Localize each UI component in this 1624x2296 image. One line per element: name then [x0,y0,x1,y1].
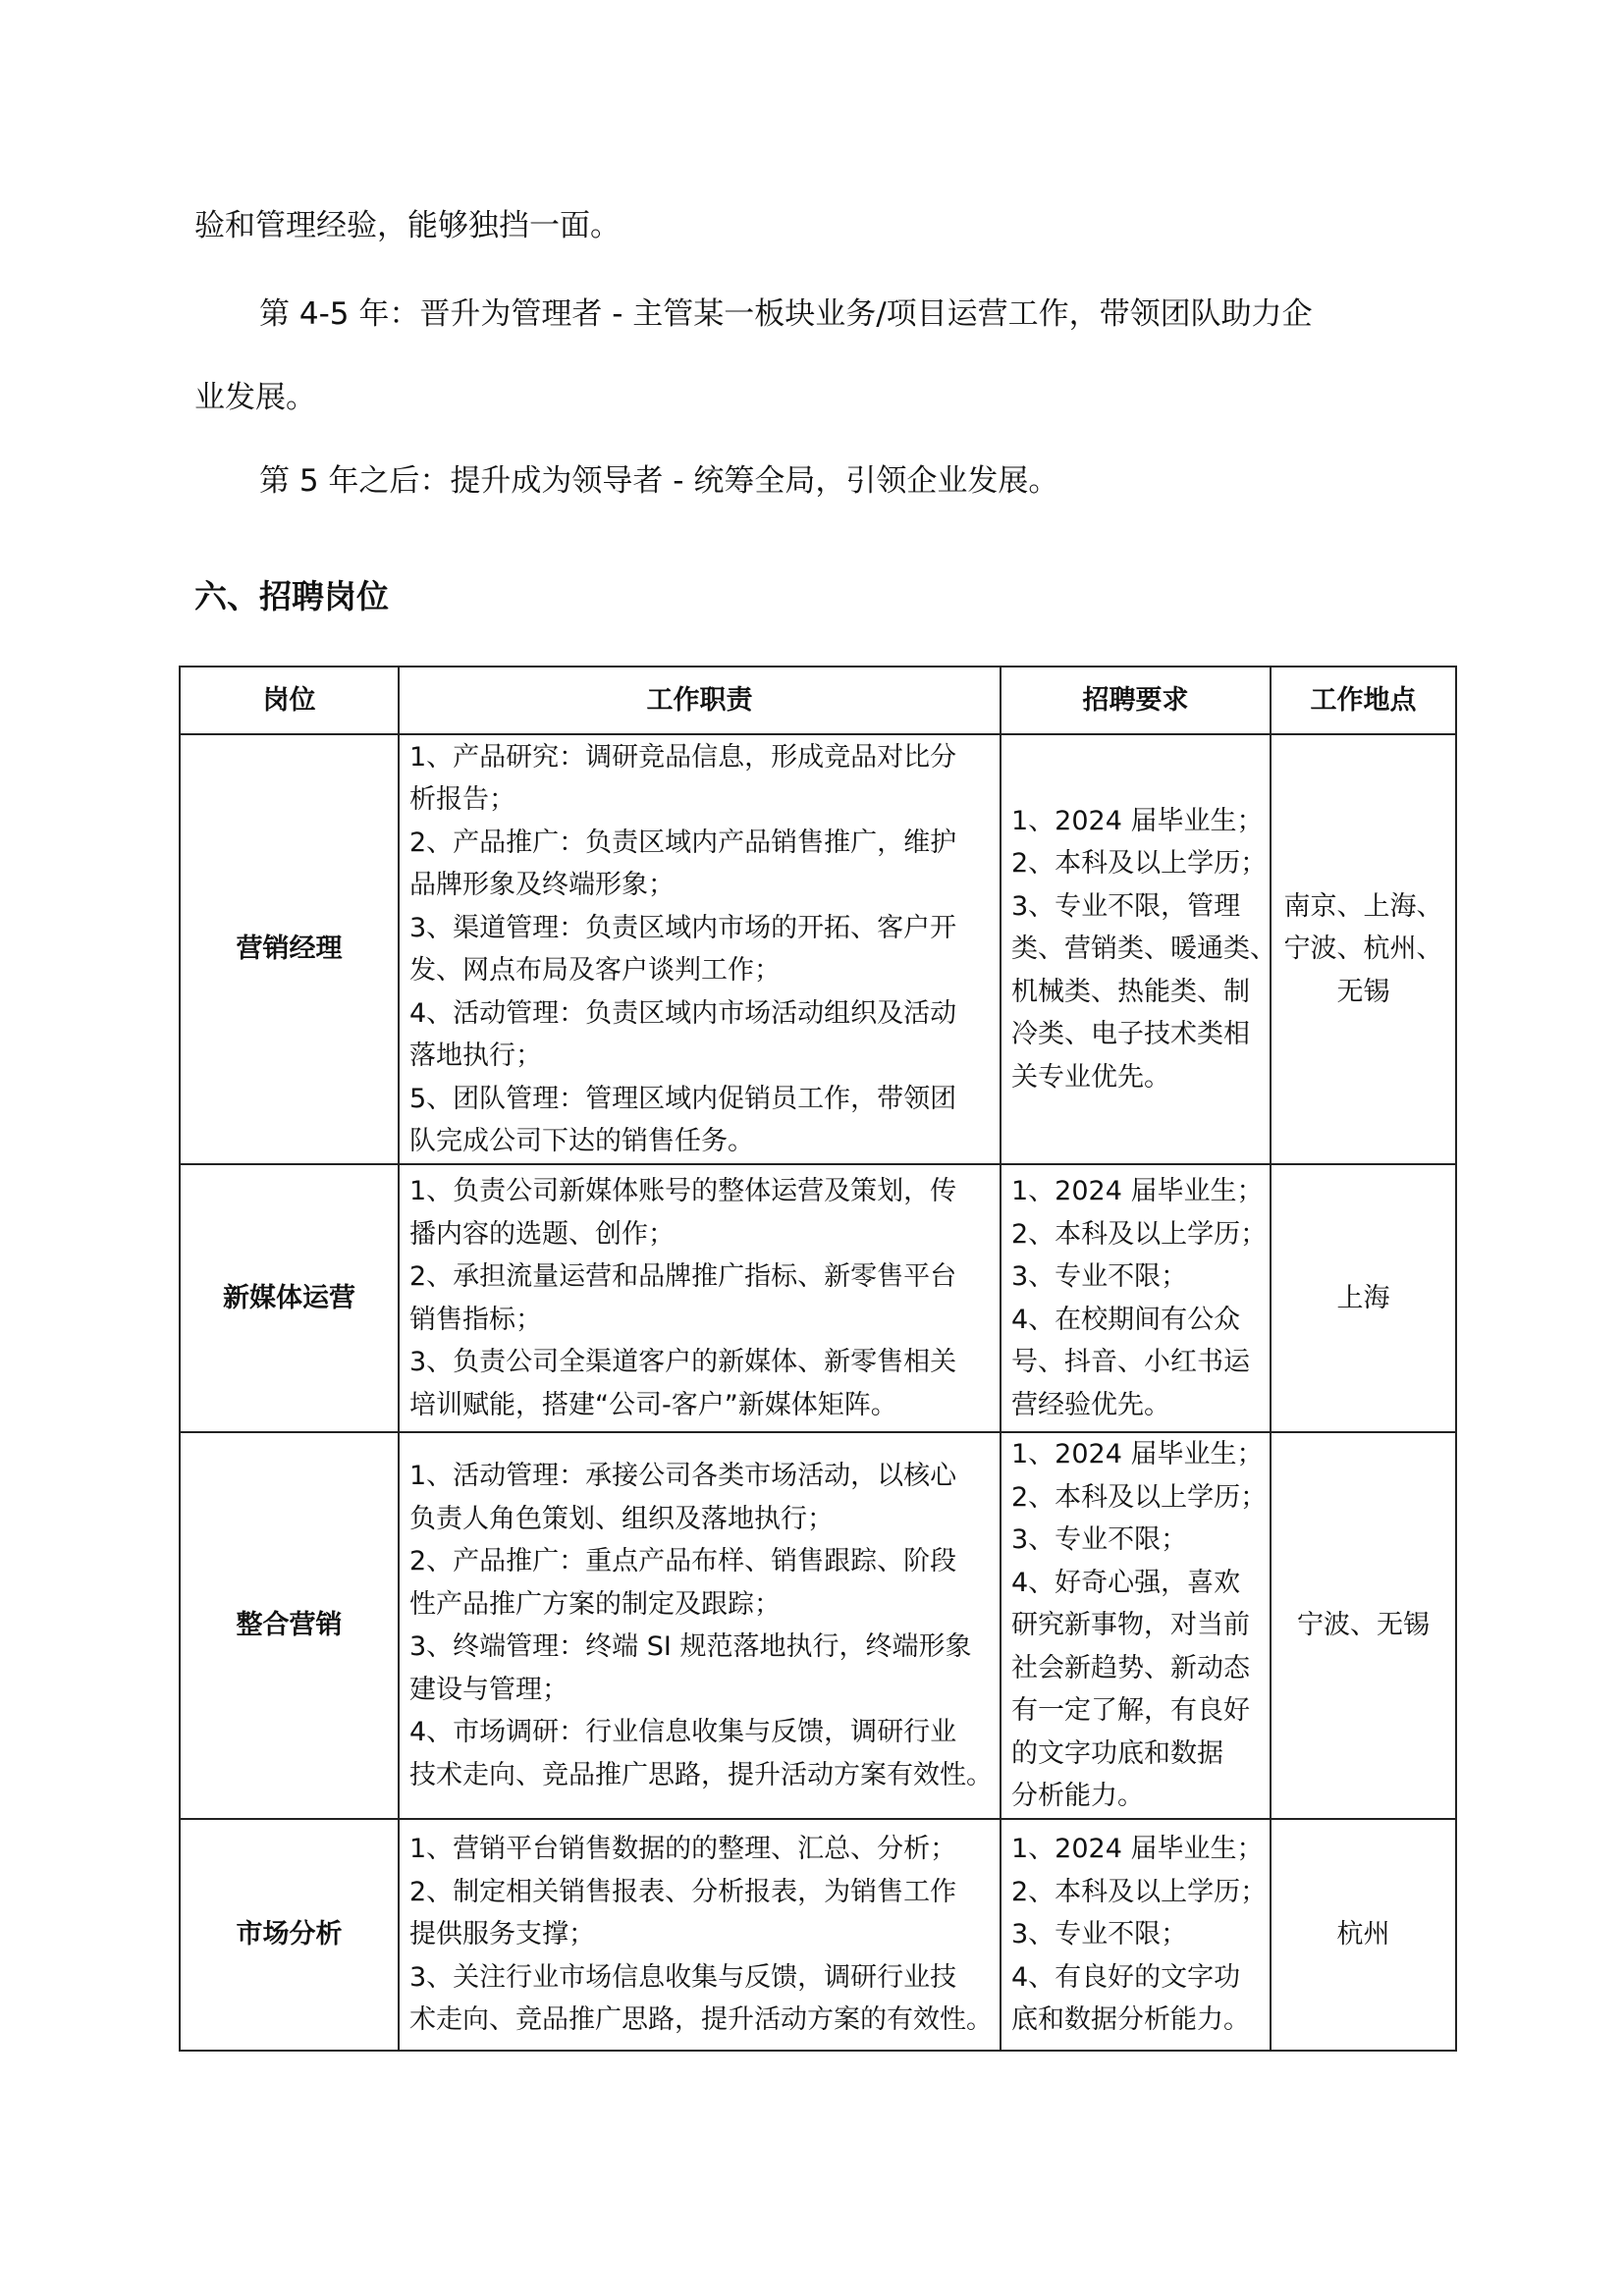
cell-line: 上海 [1336,1282,1390,1313]
cell-line: 南京、上海、 [1283,890,1443,922]
header-location: 工作地点 [1271,667,1456,734]
paragraph-line: 第 4-5 年：晋升为管理者 - 主管某一板块业务/项目运营工作，带领团队助力企 [259,296,1313,332]
cell-line: 5、团队管理：管理区域内促销员工作，带领团 [409,1083,957,1114]
recruitment-table [179,666,1457,2052]
cell-line: 2、制定相关销售报表、分析报表，为销售工作 [409,1876,957,1907]
cell-line: 3、专业不限； [1011,1524,1188,1556]
cell-line: 研究新事物，对当前 [1011,1610,1250,1641]
cell-line: 号、抖音、小红书运 [1011,1347,1250,1377]
cell-line: 4、市场调研：行业信息收集与反馈，调研行业 [409,1717,957,1747]
cell-line: 社会新趋势、新动态 [1011,1652,1250,1683]
cell-line: 4、在校期间有公众 [1011,1304,1241,1335]
paragraph-line: 验和管理经验，能够独挡一面。 [194,208,621,243]
table-row [180,1432,1456,1819]
cell-line: 底和数据分析能力。 [1011,2004,1250,2036]
cell-line: 4、好奇心强，喜欢 [1011,1567,1241,1598]
cell-line: 负责人角色策划、组织及落地执行； [409,1503,834,1534]
cell-line: 1、活动管理：承接公司各类市场活动，以核心 [409,1461,957,1491]
cell-line: 1、营销平台销售数据的的整理、汇总、分析； [409,1834,957,1865]
duties-cell [399,734,1001,1164]
cell-line: 杭州 [1336,1919,1390,1950]
cell-line: 2、本科及以上学历； [1011,1218,1268,1250]
cell-line: 1、产品研究：调研竞品信息，形成竞品对比分 [409,741,957,773]
cell-line: 3、专业不限； [1011,1261,1188,1292]
location-cell [1271,734,1456,1164]
cell-line: 落地执行； [409,1041,542,1071]
paragraph-line: 第 5 年之后：提升成为领导者 - 统筹全局，引领企业发展。 [259,463,1059,499]
cell-line: 无锡 [1336,976,1390,1007]
cell-line: 分析能力。 [1011,1781,1144,1812]
requirements-cell [1001,1432,1271,1819]
cell-line: 1、2024 届毕业生； [1011,1834,1264,1865]
cell-line: 术走向、竞品推广思路，提升活动方案的有效性。 [409,2004,993,2036]
cell-line: 建设与管理； [409,1674,568,1705]
cell-line: 2、产品推广：负责区域内产品销售推广，维护 [409,827,957,858]
cell-line: 3、负责公司全渠道客户的新媒体、新零售相关 [409,1347,957,1377]
cell-line: 发、网点布局及客户谈判工作； [409,955,781,986]
header-duties: 工作职责 [399,667,1001,734]
cell-line: 1、负责公司新媒体账号的整体运营及策划，传 [409,1176,957,1206]
cell-line: 宁波、无锡 [1297,1610,1430,1641]
duties-cell [399,1164,1001,1432]
table-row [180,734,1456,1164]
cell-line: 1、2024 届毕业生； [1011,1439,1264,1470]
cell-line: 3、终端管理：终端 SI 规范落地执行，终端形象 [409,1631,972,1662]
cell-line: 1、2024 届毕业生； [1011,805,1264,836]
cell-line: 队完成公司下达的销售任务。 [409,1126,754,1156]
cell-line: 品牌形象及终端形象； [409,870,675,900]
location-cell [1271,1819,1456,2051]
cell-line: 2、产品推广：重点产品布样、销售跟踪、阶段 [409,1546,957,1576]
cell-line: 有一定了解，有良好 [1011,1695,1250,1727]
cell-line: 营经验优先。 [1011,1389,1170,1420]
location-cell [1271,1164,1456,1432]
header-position: 岗位 [180,667,399,734]
cell-line: 类、营销类、暖通类、 [1011,934,1276,965]
cell-line: 析报告； [409,784,515,815]
cell-line: 1、2024 届毕业生； [1011,1176,1264,1206]
table-row [180,1819,1456,2051]
header-requirements: 招聘要求 [1001,667,1271,734]
location-cell [1271,1432,1456,1819]
requirements-cell [1001,734,1276,1164]
cell-line: 播内容的选题、创作； [409,1218,675,1250]
cell-line: 技术走向、竞品推广思路，提升活动方案有效性。 [409,1759,993,1790]
cell-line: 3、专业不限； [1011,1919,1188,1950]
position-cell: 新媒体运营 [180,1164,399,1432]
cell-line: 2、本科及以上学历； [1011,848,1268,880]
cell-line: 提供服务支撑； [409,1919,595,1950]
cell-line: 宁波、杭州、 [1283,934,1443,965]
requirements-cell [1001,1164,1271,1432]
cell-line: 2、本科及以上学历； [1011,1481,1268,1513]
cell-line: 冷类、电子技术类相 [1011,1019,1250,1050]
cell-line: 关专业优先。 [1011,1061,1170,1093]
position-cell: 营销经理 [180,734,399,1164]
requirements-cell [1001,1819,1271,2051]
position-cell: 整合营销 [180,1432,399,1819]
cell-line: 2、承担流量运营和品牌推广指标、新零售平台 [409,1261,957,1292]
duties-cell [399,1819,1001,2051]
cell-line: 3、渠道管理：负责区域内市场的开拓、客户开 [409,912,957,943]
cell-line: 性产品推广方案的制定及跟踪； [409,1588,781,1620]
paragraph-line: 业发展。 [194,380,316,415]
table-row [180,1164,1456,1432]
cell-line: 3、专业不限，管理 [1011,890,1241,922]
duties-cell [399,1432,1001,1819]
section-heading: 六、招聘岗位 [194,577,389,615]
cell-line: 销售指标； [409,1304,542,1335]
cell-line: 3、关注行业市场信息收集与反馈，调研行业技 [409,1961,957,1993]
cell-line: 2、本科及以上学历； [1011,1876,1268,1907]
cell-line: 4、有良好的文字功 [1011,1961,1241,1993]
cell-line: 的文字功底和数据 [1011,1737,1223,1769]
cell-line: 机械类、热能类、制 [1011,976,1250,1007]
cell-line: 培训赋能，搭建“公司-客户”新媒体矩阵。 [409,1389,897,1420]
cell-line: 4、活动管理：负责区域内市场活动组织及活动 [409,997,957,1029]
position-cell: 市场分析 [180,1819,399,2051]
table-header-row [180,667,1456,734]
